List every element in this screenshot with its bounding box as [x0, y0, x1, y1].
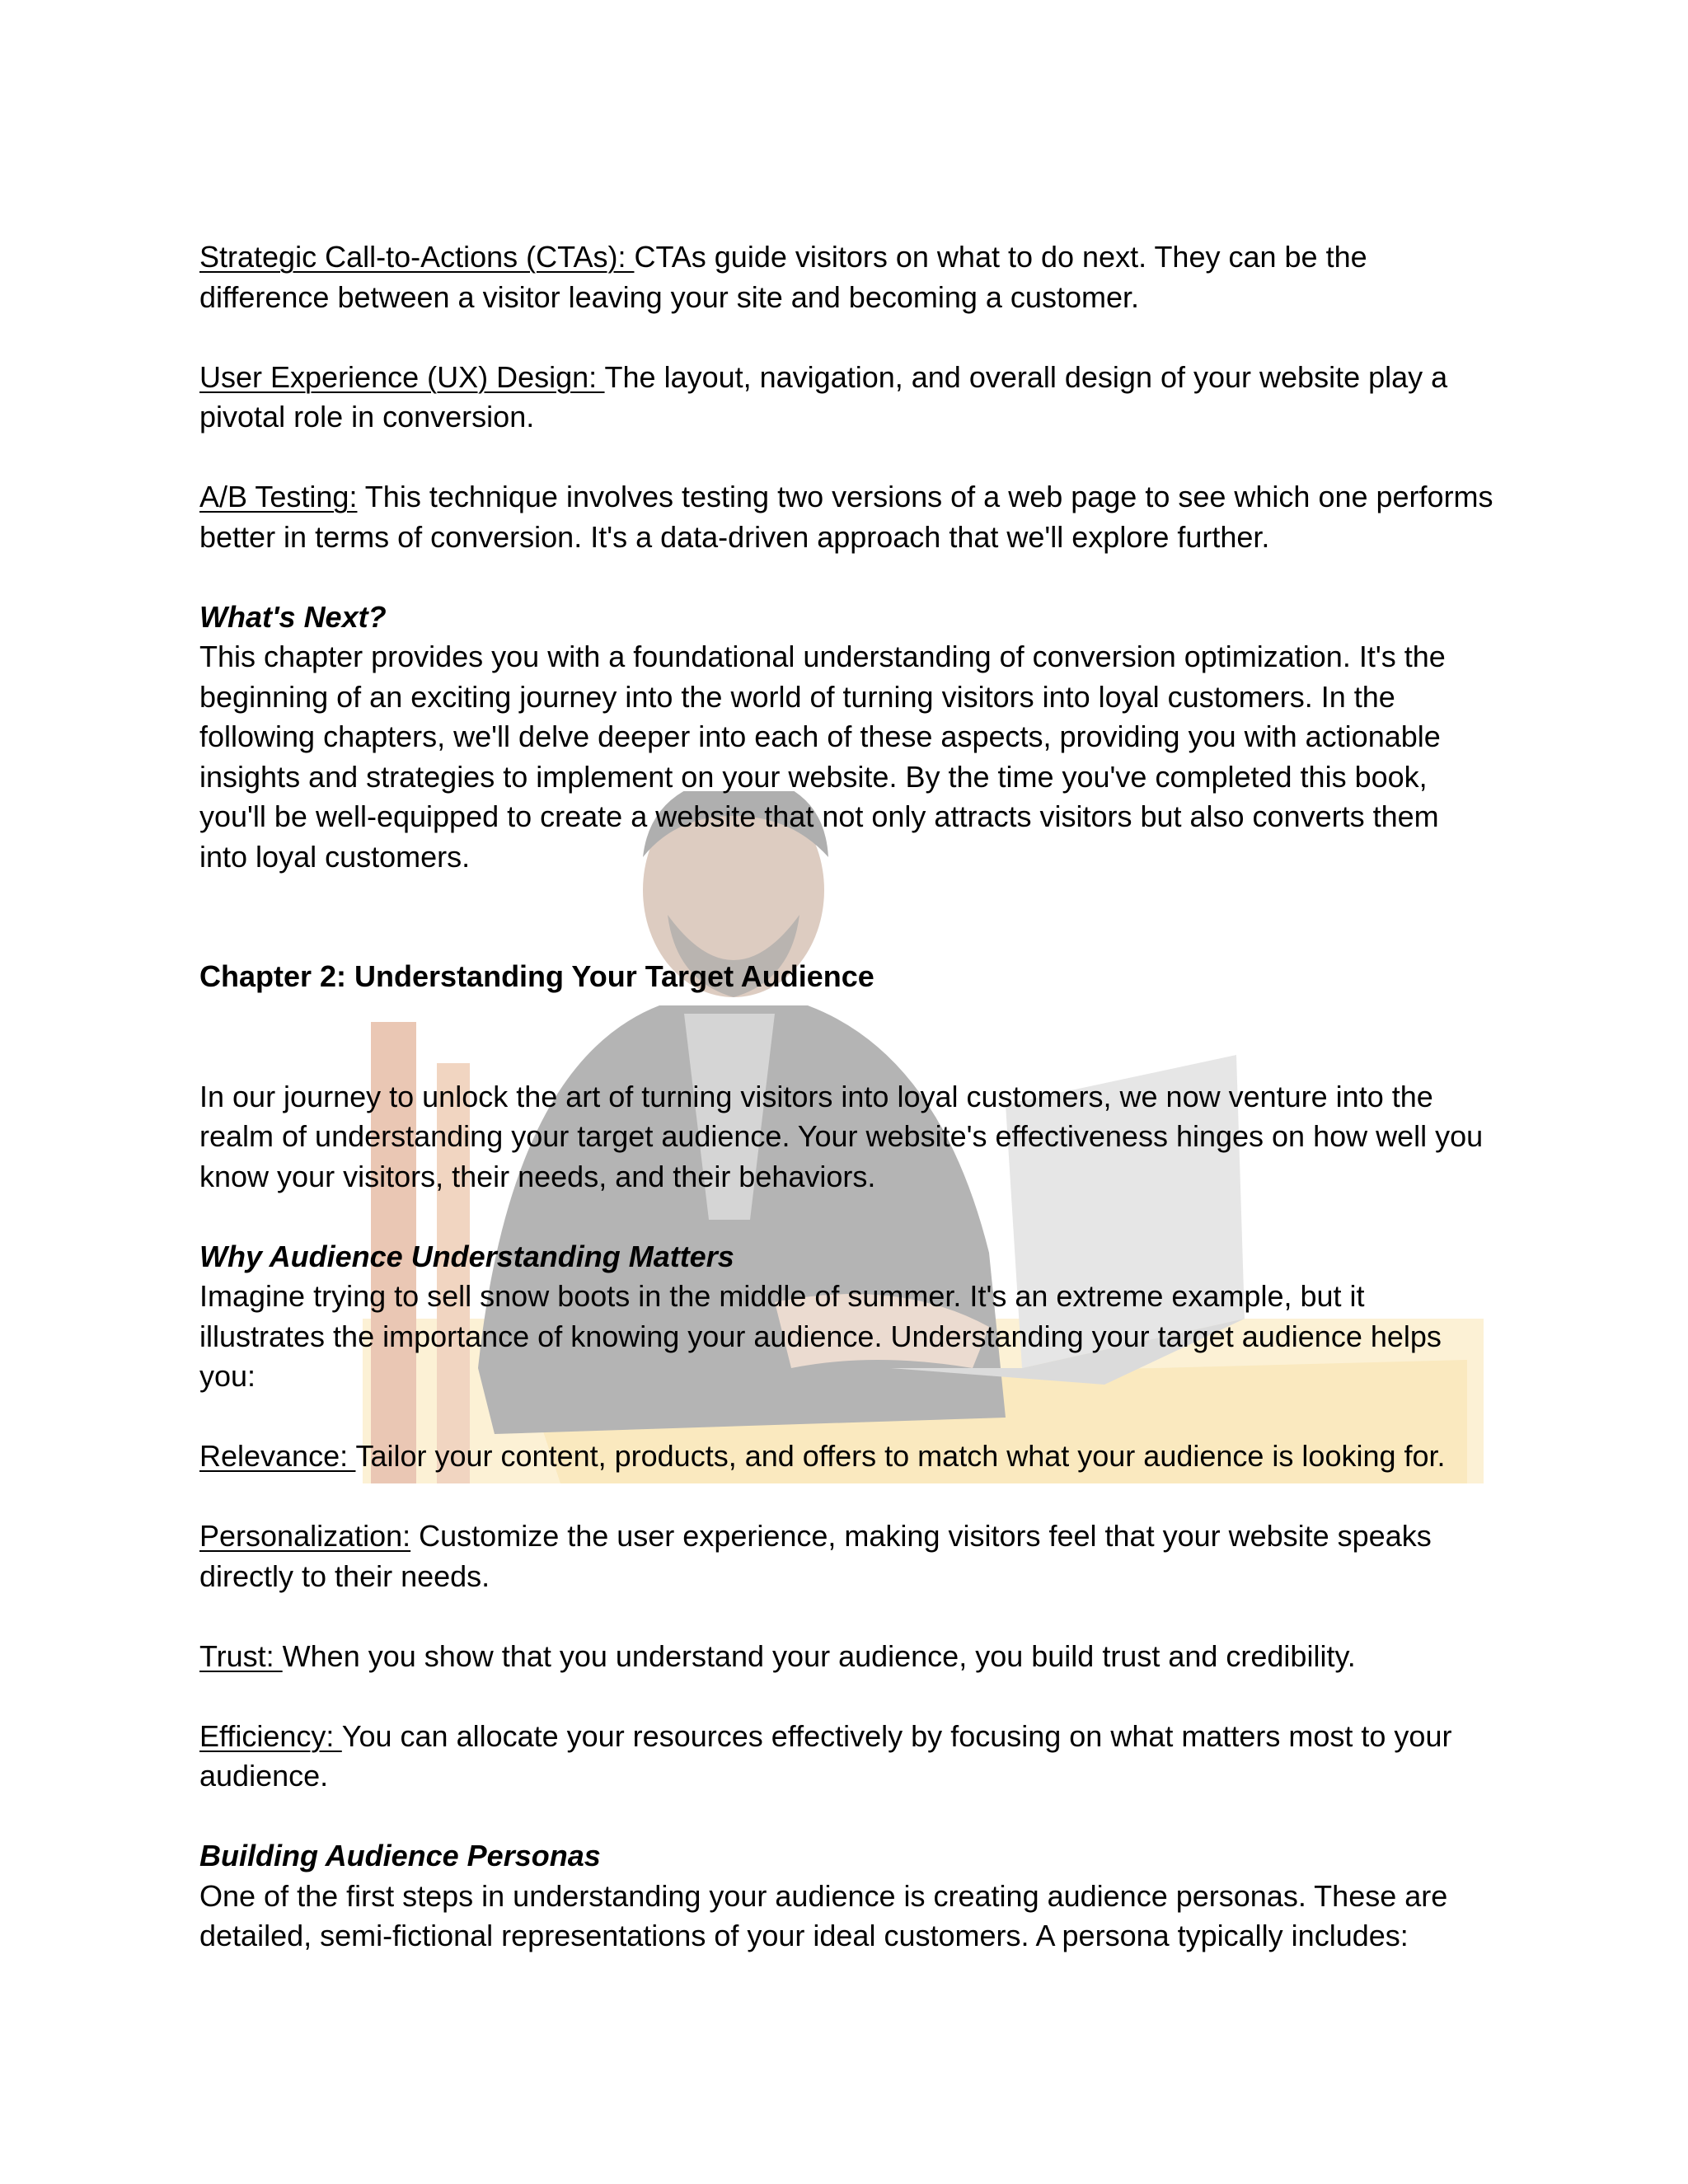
relevance-text: Tailor your content, products, and offers to match what your audience is looking for. [355, 1439, 1446, 1473]
why-text: Imagine trying to sell snow boots in the middle of summer. It's an extreme example, but it illustrates the importance of knowing your audience. Understanding your target audience helps you: [199, 1279, 1442, 1393]
efficiency-text: You can allocate your resources effectively by focusing on what matters most to your audience. [199, 1718, 1452, 1793]
chapter-title: Chapter 2: Understanding Your Target Audience [199, 959, 874, 993]
whats-next-text: This chapter provides you with a foundational understanding of conversion optimization. It's the beginning of an exciting journey into the world of turning visitors into loyal customers. In the following chapters, we'll delve deeper into each of these aspects, providing you with actionable insights and strategies to implement on your website. By the time you've completed this book, you'll be well-equipped to create a website that not only attracts visitors but also converts them into loyal customers. [199, 640, 1446, 874]
relevance-paragraph [199, 1436, 1493, 1477]
ab-testing-paragraph [199, 477, 1493, 557]
document-body [199, 237, 1493, 1957]
efficiency-label: Efficiency: [199, 1718, 342, 1753]
chapter-intro: In our journey to unlock the art of turning visitors into loyal customers, we now venture into the realm of understanding your target audience. Your website's effectiveness hinges on how well you know your visitors, their needs, and their behaviors. [199, 1079, 1484, 1193]
personalization-text: Customize the user experience, making visitors feel that your website speaks directly to their needs. [199, 1519, 1432, 1593]
ab-testing-text: This technique involves testing two versions of a web page to see which one performs better in terms of conversion. It's a data-driven approach that we'll explore further. [199, 480, 1493, 554]
personalization-paragraph [199, 1516, 1493, 1596]
personas-text: One of the first steps in understanding your audience is creating audience personas. These are detailed, semi-fictional representations of your ideal customers. A persona typically includes: [199, 1878, 1448, 1952]
trust-text: When you show that you understand your audience, you build trust and credibility. [282, 1638, 1356, 1673]
personalization-label: Personalization: [199, 1519, 411, 1553]
why-heading: Why Audience Understanding Matters [199, 1239, 734, 1273]
cta-paragraph [199, 237, 1493, 317]
whats-next-heading: What's Next? [199, 599, 387, 634]
relevance-label: Relevance: [199, 1439, 356, 1473]
ux-label: User Experience (UX) Design: [199, 359, 605, 394]
trust-paragraph [199, 1637, 1493, 1677]
ux-text: The layout, navigation, and overall design of your website play a pivotal role in conversion. [199, 359, 1448, 434]
cta-text: CTAs guide visitors on what to do next. They can be the difference between a visitor leaving your site and becoming a customer. [199, 240, 1367, 314]
cta-label: Strategic Call-to-Actions (CTAs): [199, 240, 635, 274]
efficiency-paragraph [199, 1717, 1493, 1797]
ab-testing-label: A/B Testing: [199, 480, 358, 513]
trust-label: Trust: [199, 1638, 283, 1673]
personas-heading: Building Audience Personas [199, 1839, 601, 1872]
ux-paragraph [199, 358, 1493, 438]
